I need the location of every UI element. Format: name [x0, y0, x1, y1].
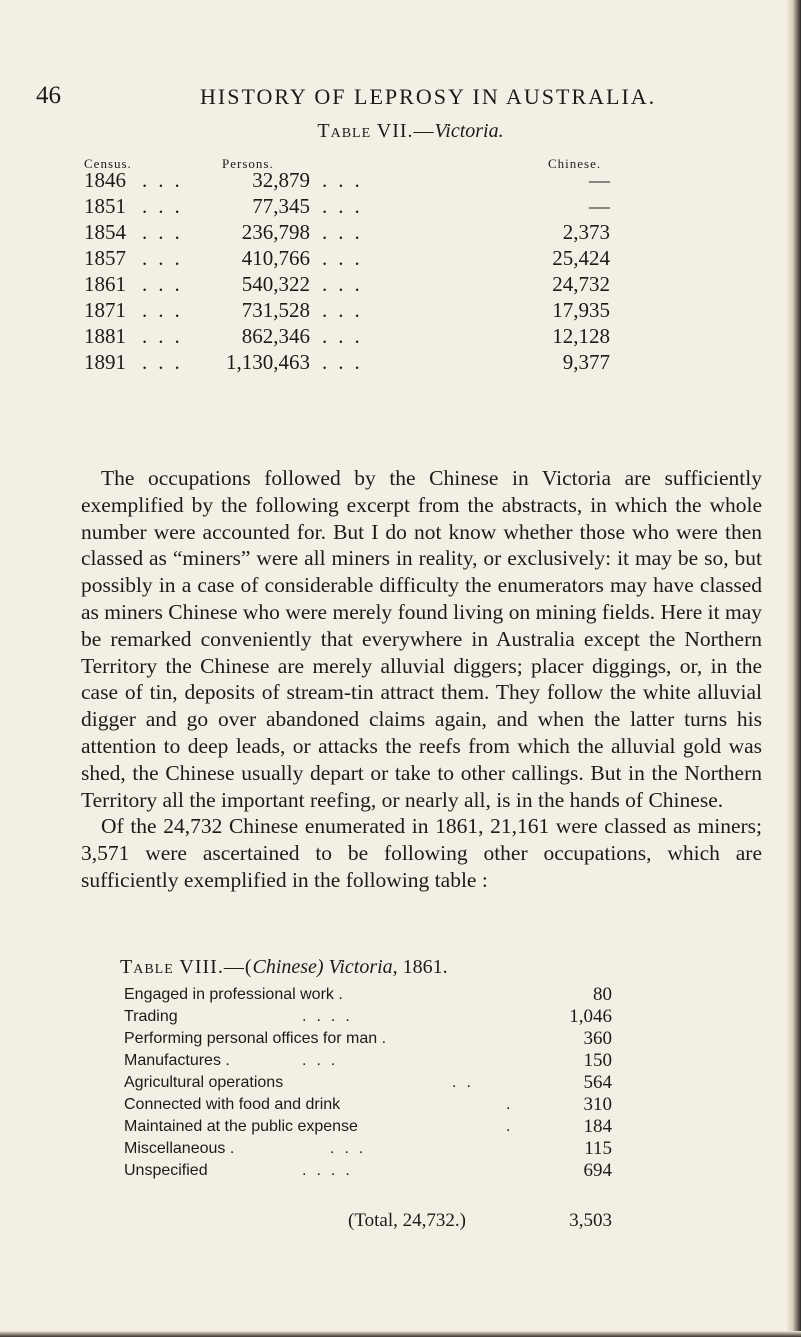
census-year: 1891 — [84, 350, 126, 374]
leader-dots: ... — [322, 298, 371, 322]
persons-value: 731,528 — [241, 298, 310, 322]
leader-dots: .. — [452, 1074, 481, 1091]
table-row — [0, 298, 801, 326]
table7-title — [0, 120, 801, 143]
leader-dots: ... — [142, 194, 191, 218]
table-row — [0, 220, 801, 248]
chinese-value: 24,732 — [552, 272, 610, 296]
table7-title-prefix: Table VII.— — [317, 120, 435, 142]
leader-dots: ... — [322, 324, 371, 348]
census-year: 1854 — [84, 220, 126, 244]
persons-value: 410,766 — [241, 246, 310, 270]
running-head: HISTORY OF LEPROSY IN AUSTRALIA. — [200, 84, 657, 109]
leader-dots: ... — [322, 272, 371, 296]
leader-dots: ... — [302, 1052, 346, 1069]
persons-value: 236,798 — [241, 220, 310, 244]
occupation-count: 184 — [583, 1116, 612, 1137]
occupation-count: 360 — [583, 1028, 612, 1049]
leader-dots: ... — [142, 324, 191, 348]
chinese-value: — — [589, 168, 610, 192]
persons-value: 32,879 — [252, 168, 310, 192]
census-year: 1851 — [84, 194, 126, 218]
occupation-label: Trading — [124, 1008, 178, 1025]
census-column-header: Census. — [84, 156, 132, 171]
leader-dots: ... — [322, 220, 371, 244]
table-row — [0, 272, 801, 300]
leader-dots: . — [506, 1118, 521, 1135]
leader-dots: ... — [322, 194, 371, 218]
body-text — [81, 465, 762, 894]
page-number: 46 — [36, 82, 61, 109]
total-label: (Total, 24,732.) — [348, 1210, 466, 1231]
chinese-value: 17,935 — [552, 298, 610, 322]
table-row — [0, 350, 801, 378]
table-row — [0, 1052, 801, 1074]
occupation-count: 1,046 — [569, 1006, 612, 1027]
table-row — [0, 194, 801, 222]
table-row — [0, 1140, 801, 1162]
chinese-value: 9,377 — [562, 350, 610, 374]
page-header — [0, 82, 801, 122]
occupation-label: Unspecified — [124, 1162, 208, 1179]
occupation-label: Performing personal offices for man . — [124, 1030, 387, 1047]
table-row — [0, 1008, 801, 1030]
paragraph: Of the 24,732 Chinese enumerated in 1861, 21,161 were classed as miners; 3,571 were ascertained to be following other occupations, which are sufficiently exemplified in the following table : — [81, 814, 762, 892]
census-year: 1871 — [84, 298, 126, 322]
census-year: 1881 — [84, 324, 126, 348]
occupation-count: 150 — [583, 1050, 612, 1071]
persons-value: 1,130,463 — [226, 350, 310, 374]
occupation-count: 80 — [593, 984, 612, 1005]
chinese-value: 2,373 — [562, 220, 610, 244]
paragraph: The occupations followed by the Chinese in Victoria are sufficiently exemplified by the following excerpt from the abstracts, in which the whole number were accounted for. But I do not know whether those who were then classed as “miners” were all miners in reality, or exclusively: it may be so, but possibly in a case of considerable difficulty the enumerators may have classed as miners Chinese who were merely found living on mining fields. Here it may be remarked conveniently that everywhere in Australia except the Northern Territory the Chinese are merely alluvial diggers; placer diggings, or, in the case of tin, deposits of stream-tin attract them. They follow the white alluvial digger and go over abandoned claims again, and when the latter turns his attention to deep leads, or attacks the reefs from which the alluvial gold was shed, the Chinese usually depart or take to other callings. But in the Northern Territory all the important reefing, or nearly all, is in the hands of Chinese. — [81, 466, 762, 812]
leader-dots: .... — [302, 1162, 360, 1179]
table8-title-prefix: Table VIII.—( — [120, 956, 253, 978]
table-row — [0, 1162, 801, 1184]
leader-dots: ... — [142, 246, 191, 270]
persons-column-header: Persons. — [222, 156, 274, 171]
page-bottom-edge — [0, 1331, 801, 1337]
table-row — [0, 246, 801, 274]
chinese-value: — — [589, 194, 610, 218]
persons-value: 540,322 — [241, 272, 310, 296]
census-year: 1846 — [84, 168, 126, 192]
table-row — [0, 1030, 801, 1052]
table-row — [0, 168, 801, 196]
leader-dots: ... — [142, 350, 191, 374]
table-row — [0, 1118, 801, 1140]
table8-title-italic: Chinese) Victoria, — [252, 956, 398, 978]
census-year: 1857 — [84, 246, 126, 270]
table-row — [0, 324, 801, 352]
occupation-label: Agricultural operations — [124, 1074, 284, 1091]
persons-value: 77,345 — [252, 194, 310, 218]
occupation-count: 310 — [583, 1094, 612, 1115]
occupation-label: Maintained at the public expense — [124, 1118, 358, 1135]
leader-dots: ... — [142, 168, 191, 192]
chinese-value: 12,128 — [552, 324, 610, 348]
table-row — [0, 1096, 801, 1118]
leader-dots: . — [506, 1096, 521, 1113]
leader-dots: ... — [142, 298, 191, 322]
occupation-count: 115 — [584, 1138, 612, 1159]
table7-title-place: Victoria. — [434, 120, 504, 142]
census-year: 1861 — [84, 272, 126, 296]
table-row — [0, 986, 801, 1008]
occupation-label: Connected with food and drink — [124, 1096, 341, 1113]
leader-dots: ... — [142, 220, 191, 244]
occupation-count: 564 — [583, 1072, 612, 1093]
table8-title — [120, 956, 448, 979]
occupation-count: 694 — [583, 1160, 612, 1181]
leader-dots: ... — [322, 168, 371, 192]
total-value: 3,503 — [569, 1210, 612, 1231]
leader-dots: .... — [302, 1008, 360, 1025]
occupation-label: Miscellaneous . — [124, 1140, 235, 1157]
occupation-label: Engaged in professional work . — [124, 986, 343, 1003]
leader-dots: ... — [330, 1140, 374, 1157]
table-row — [0, 1074, 801, 1096]
leader-dots: ... — [322, 246, 371, 270]
leader-dots: ... — [142, 272, 191, 296]
chinese-column-header: Chinese. — [548, 156, 602, 171]
table8-title-year: 1861. — [397, 956, 448, 978]
persons-value: 862,346 — [241, 324, 310, 348]
occupation-label: Manufactures . — [124, 1052, 230, 1069]
leader-dots: ... — [322, 350, 371, 374]
chinese-value: 25,424 — [552, 246, 610, 270]
